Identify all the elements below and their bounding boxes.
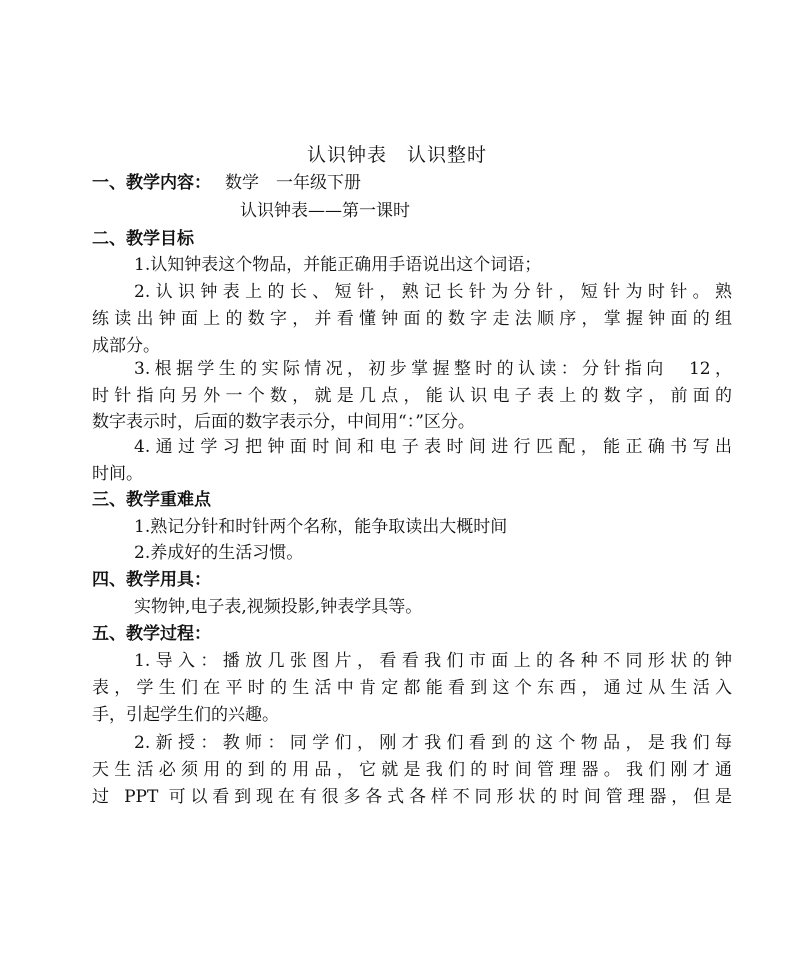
section-heading-content (92, 170, 732, 196)
process-1-line-3: 手，引起学生们的兴趣。 (92, 705, 279, 725)
materials-list: 实物钟,电子表,视频投影,钟表学具等。 (134, 597, 423, 617)
document-title: 认识钟表 认识整时 (306, 144, 487, 166)
key-point-1: 1.熟记分针和时针两个名称，能争取读出大概时间 (134, 517, 508, 537)
section-heading-materials: 四、教学用具： (92, 570, 211, 590)
key-point-2: 2.养成好的生活习惯。 (134, 543, 304, 563)
objective-2-line-3: 成部分。 (92, 336, 160, 356)
objective-4-line-1: 4.通过学习把钟面时间和电子表时间进行匹配，能正确书写出 (134, 437, 732, 457)
process-1-line-1: 1.导入：播放几张图片，看看我们市面上的各种不同形状的钟 (134, 651, 732, 671)
process-2-line-1: 2.新授：教师：同学们，刚才我们看到的这个物品，是我们每 (134, 733, 732, 753)
process-1-line-2: 表，学生们在平时的生活中肯定都能看到这个东西，通过从生活入 (92, 678, 732, 698)
section-heading-process: 五、教学过程： (92, 624, 211, 644)
process-2-line-2: 天生活必须用的到的用品，它就是我们的时间管理器。我们刚才通 (92, 760, 732, 780)
section-heading-label: 一、教学内容： (92, 173, 211, 193)
objective-4-line-2: 时间。 (92, 464, 143, 484)
objective-1-line-1: 1.认知钟表这个物品，并能正确用手语说出这个词语； (134, 255, 542, 275)
process-2-line-3: 过 PPT 可以看到现在有很多各式各样不同形状的时间管理器，但是 (92, 787, 732, 807)
objective-3-line-2: 时针指向另外一个数，就是几点，能认识电子表上的数字，前面的 (92, 386, 732, 406)
objective-3-line-3: 数字表示时，后面的数字表示分，中间用“：”区分。 (92, 412, 475, 432)
objective-2-line-2: 练读出钟面上的数字，并看懂钟面的数字走法顺序，掌握钟面的组 (92, 309, 732, 329)
section-heading-objectives: 二、教学目标 (92, 229, 194, 249)
content-lesson: 认识钟表——第一课时 (240, 201, 410, 221)
objective-3-line-1: 3.根据学生的实际情况，初步掌握整时的认读：分针指向 12， (134, 359, 732, 379)
content-subject: 数学 一年级下册 (225, 173, 361, 193)
section-heading-key-points: 三、教学重难点 (92, 490, 211, 510)
objective-2-line-1: 2.认识钟表上的长、短针，熟记长针为分针，短针为时针。熟 (134, 282, 732, 302)
